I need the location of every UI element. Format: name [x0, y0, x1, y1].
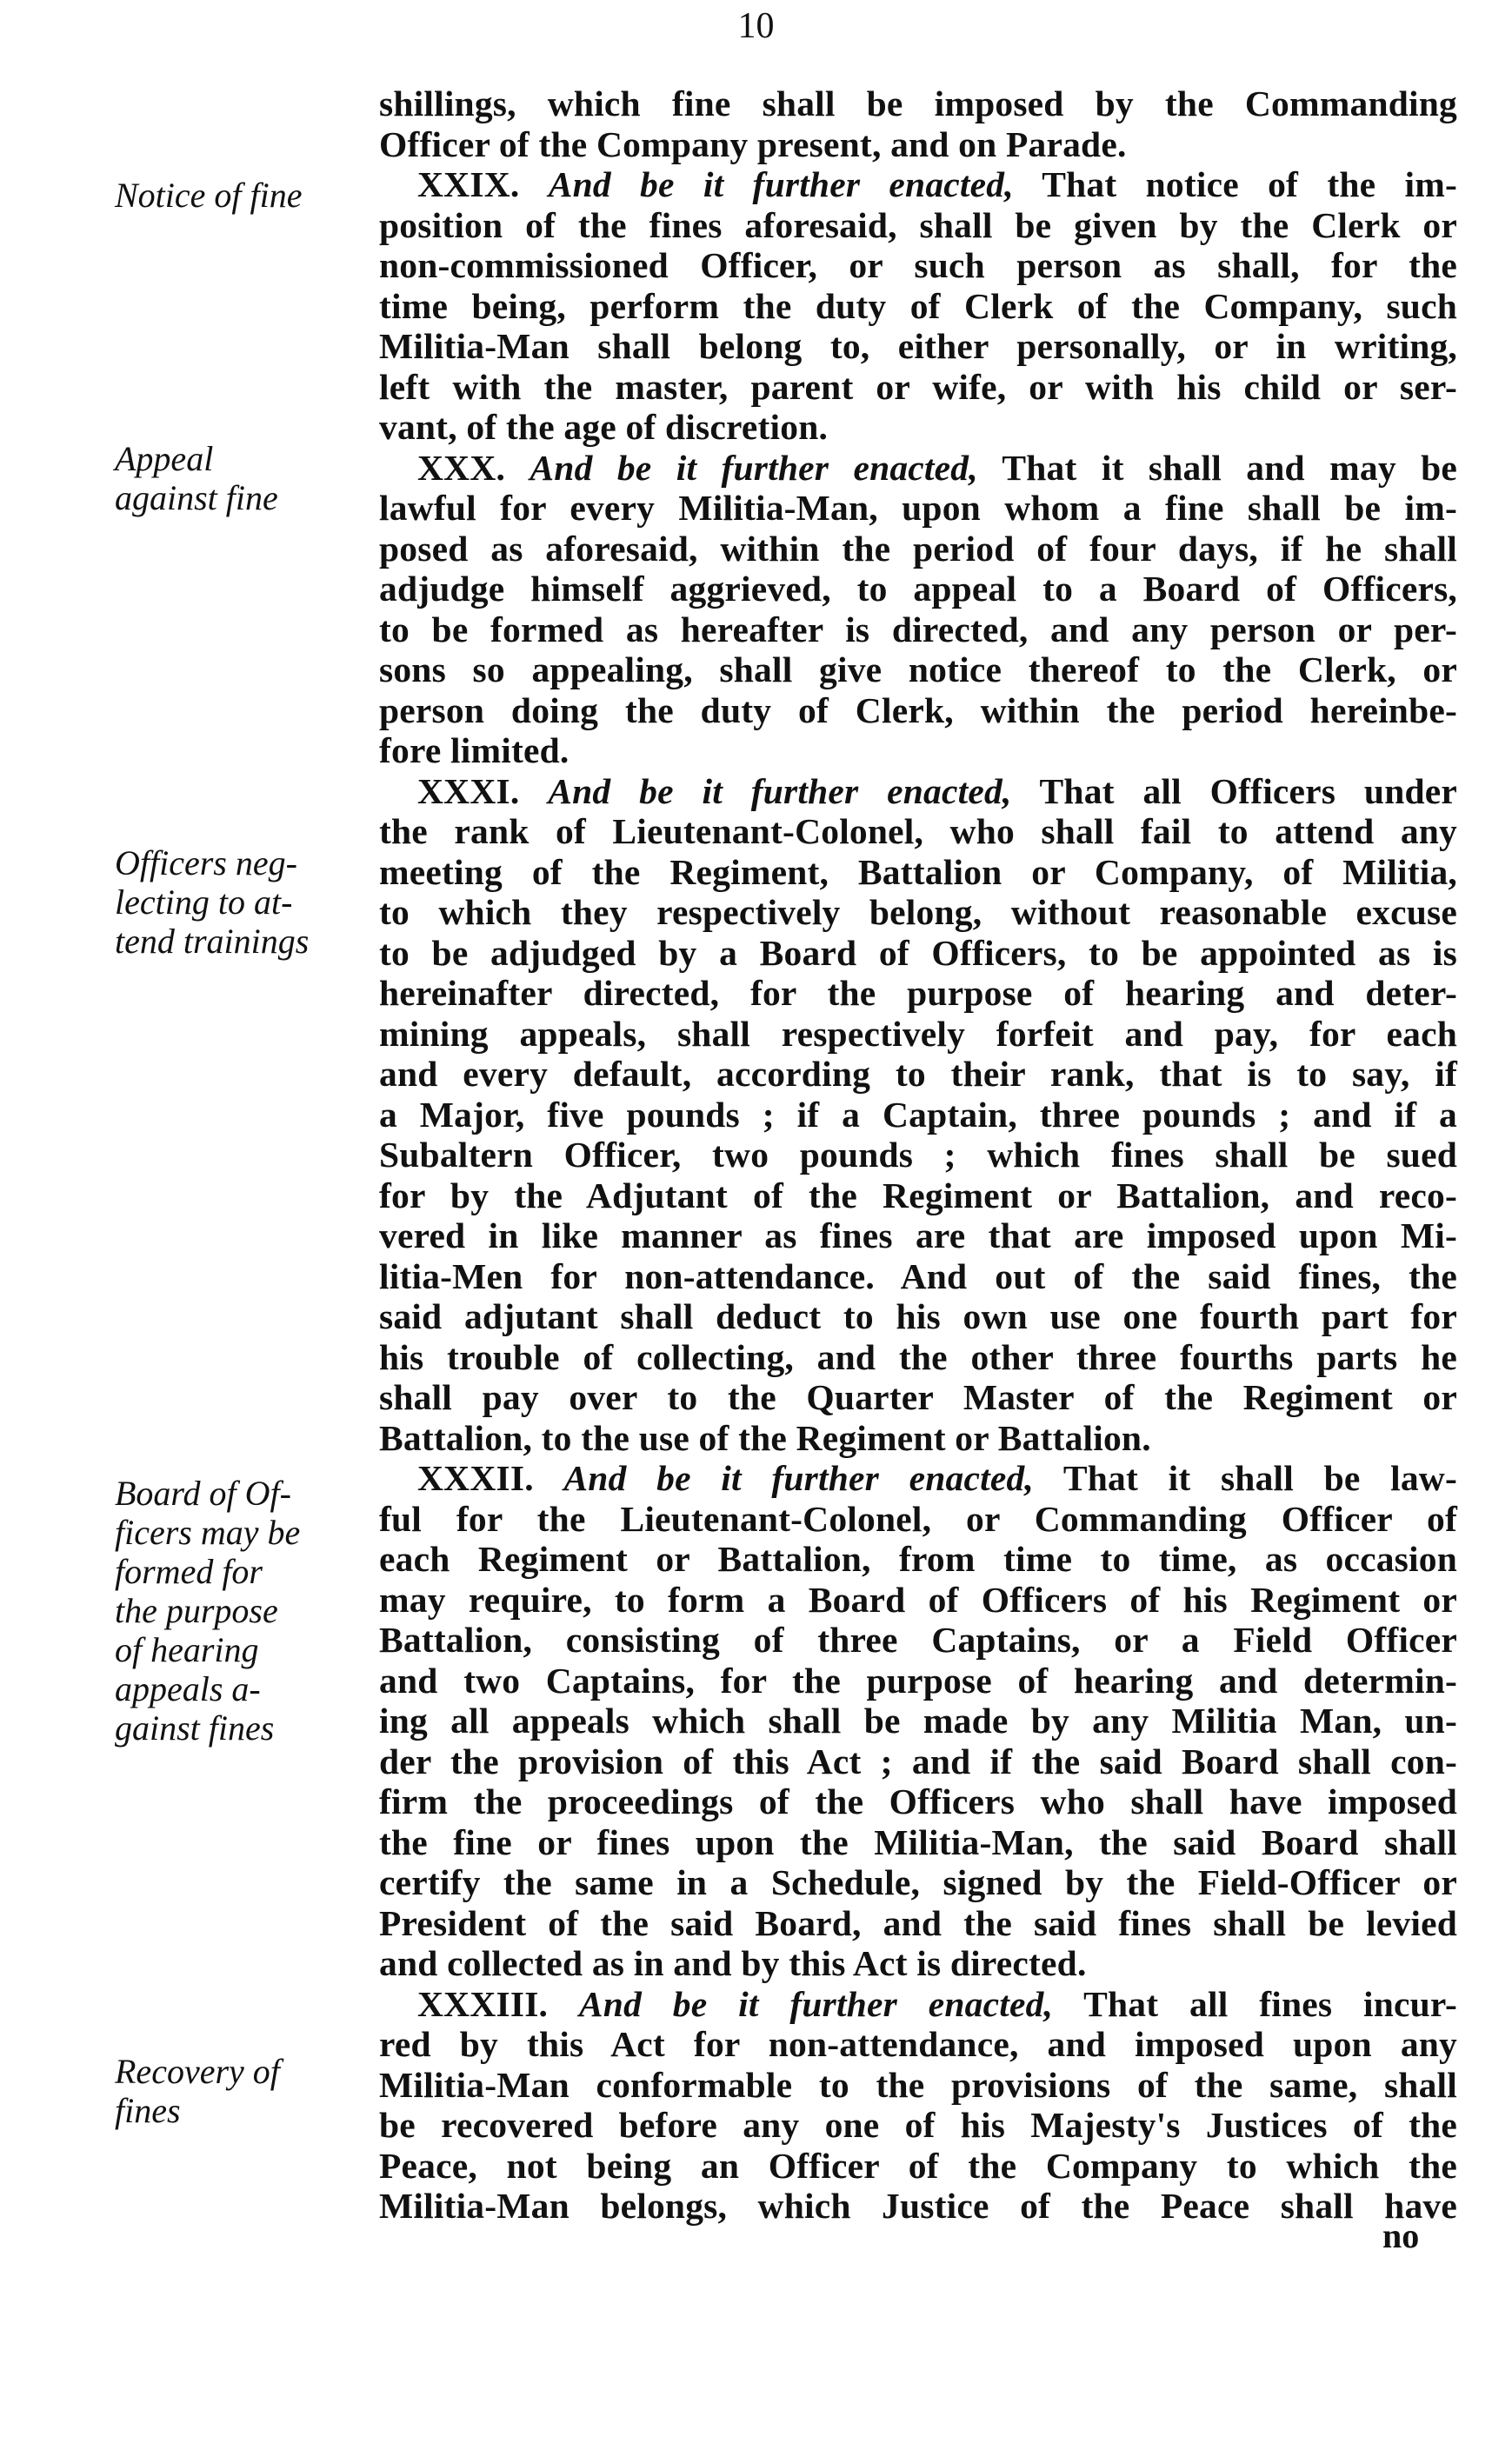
section-number: XXXI. [417, 770, 549, 811]
text-line: position of the fines aforesaid, shall be given by the Clerk or [379, 204, 1457, 245]
note-line: Board of Of- [115, 1474, 291, 1513]
text-line: adjudge himself aggrieved, to appeal to a Board of Officers, [379, 569, 1457, 609]
note-line: lecting to at- [115, 882, 293, 922]
text-line: time being, perform the duty of Clerk of the Company, such [379, 285, 1457, 326]
text-line: sons so appealing, shall give notice thereof to the Clerk, or [379, 649, 1457, 689]
text-line: to which they respectively belong, without reasonable excuse [379, 892, 1457, 932]
note-line: against fine [115, 478, 278, 517]
section-heading-line [379, 448, 1457, 489]
text-line: shillings, which fine shall be imposed by the Commanding [379, 83, 1457, 123]
text-line: vant, of the age of discretion. [379, 407, 829, 447]
text-line: Peace, not being an Officer of the Company to which the [379, 2145, 1457, 2186]
note-line: Officers neg- [115, 843, 297, 882]
text-line: Battalion, to the use of the Regiment or Battalion. [379, 1417, 1151, 1458]
page-number: 10 [737, 6, 775, 46]
section-heading-line [379, 164, 1457, 205]
text-line: and two Captains, for the purpose of hearing and determin- [379, 1660, 1457, 1701]
margin-note-recovery-of-fines [115, 2052, 367, 2130]
text-line: certify the same in a Schedule, signed by the Field-Officer or [379, 1862, 1457, 1902]
catchword: no [1382, 2216, 1420, 2255]
text-run: That all Officers under [1011, 770, 1457, 811]
text-line: Militia-Man shall belong to, either personally, or in writing, [379, 326, 1457, 366]
section-heading-line [379, 1984, 1457, 2025]
text-line: President of the said Board, and the said fines shall be levied [379, 1902, 1457, 1943]
text-line: posed as aforesaid, within the period of four days, if he shall [379, 528, 1457, 569]
note-line: Notice of fine [115, 176, 303, 215]
enacting-clause: And be it further enacted, [578, 1983, 1054, 2024]
enacting-clause: And be it further enacted, [563, 1458, 1034, 1498]
text-line: mining appeals, shall respectively forfeit and pay, for each [379, 1013, 1457, 1054]
text-line: ful for the Lieutenant-Colonel, or Commanding Officer of [379, 1498, 1457, 1539]
text-line: litia-Men for non-attendance. And out of the said fines, the [379, 1255, 1457, 1296]
text-line: Officer of the Company present, and on Parade. [379, 123, 1127, 164]
text-line: a Major, five pounds ; if a Captain, three pounds ; and if a [379, 1094, 1457, 1135]
text-line: vered in like manner as fines are that are imposed upon Mi- [379, 1215, 1457, 1255]
note-line: ficers may be [115, 1513, 301, 1552]
section-number: XXX. [417, 447, 530, 488]
text-line: said adjutant shall deduct to his own use one fourth part for [379, 1296, 1457, 1336]
section-number: XXXII. [417, 1458, 564, 1498]
note-line: of hearing [115, 1630, 259, 1669]
text-line: Battalion, consisting of three Captains, or a Field Officer [379, 1620, 1457, 1660]
margin-note-notice-of-fine [115, 176, 367, 215]
text-run: That it shall and may be [977, 447, 1457, 488]
text-line: each Regiment or Battalion, from time to time, as occasion [379, 1539, 1457, 1579]
text-line: to be adjudged by a Board of Officers, to be appointed as is [379, 932, 1457, 973]
text-line: ing all appeals which shall be made by any Militia Man, un- [379, 1701, 1457, 1741]
enacting-clause: And be it further enacted, [548, 770, 1012, 811]
text-line: Militia-Man conformable to the provisions of the same, shall [379, 2064, 1457, 2105]
body-text [379, 83, 1457, 2227]
margin-note-officers-neglecting [115, 843, 367, 961]
text-run: That all fines incur- [1053, 1983, 1457, 2024]
text-line: the fine or fines upon the Militia-Man, the said Board shall [379, 1821, 1457, 1862]
text-line: may require, to form a Board of Officers of his Regiment or [379, 1579, 1457, 1620]
text-line: person doing the duty of Clerk, within the period hereinbe- [379, 689, 1457, 730]
note-line: gainst fines [115, 1708, 275, 1748]
note-line: Appeal [115, 439, 214, 478]
text-line: his trouble of collecting, and the other three fourths parts he [379, 1336, 1457, 1377]
text-run: That it shall be law- [1033, 1458, 1457, 1498]
note-line: the purpose [115, 1591, 278, 1630]
section-number: XXXIII. [417, 1983, 579, 2024]
text-line: lawful for every Militia-Man, upon whom a fine shall be im- [379, 488, 1457, 528]
text-line: hereinafter directed, for the purpose of hearing and deter- [379, 973, 1457, 1013]
enacting-clause: And be it further enacted, [530, 447, 978, 488]
text-line: Militia-Man belongs, which Justice of the Peace shall have [379, 2186, 1457, 2226]
text-line: the rank of Lieutenant-Colonel, who shall fail to attend any [379, 811, 1457, 851]
note-line: Recovery of [115, 2052, 280, 2091]
text-line: and every default, according to their rank, that is to say, if [379, 1054, 1457, 1094]
text-line: meeting of the Regiment, Battalion or Company, of Militia, [379, 851, 1457, 892]
text-line: firm the proceedings of the Officers who shall have imposed [379, 1781, 1457, 1821]
margin-note-appeal-against-fine [115, 439, 367, 517]
margin-note-board-of-officers [115, 1474, 367, 1748]
text-line: shall pay over to the Quarter Master of the Regiment or [379, 1377, 1457, 1417]
note-line: tend trainings [115, 922, 310, 961]
text-line: be recovered before any one of his Majesty's Justices of the [379, 2105, 1457, 2145]
text-line: to be formed as hereafter is directed, and any person or per- [379, 609, 1457, 649]
text-line: and collected as in and by this Act is directed. [379, 1943, 1087, 1983]
text-line: der the provision of this Act ; and if the said Board shall con- [379, 1741, 1457, 1781]
text-line: Subaltern Officer, two pounds ; which fines shall be sued [379, 1135, 1457, 1175]
text-run: That notice of the im- [1013, 164, 1458, 204]
text-line: for by the Adjutant of the Regiment or Battalion, and reco- [379, 1175, 1457, 1215]
section-number: XXIX. [417, 164, 549, 204]
section-heading-line [379, 771, 1457, 812]
note-line: formed for [115, 1552, 263, 1591]
text-line: non-commissioned Officer, or such person as shall, for the [379, 245, 1457, 285]
note-line: appeals a- [115, 1669, 261, 1708]
text-line: red by this Act for non-attendance, and imposed upon any [379, 2024, 1457, 2064]
text-line: fore limited. [379, 730, 569, 770]
section-heading-line [379, 1458, 1457, 1499]
text-line: left with the master, parent or wife, or with his child or ser- [379, 366, 1457, 407]
note-line: fines [115, 2091, 181, 2130]
enacting-clause: And be it further enacted, [548, 164, 1014, 204]
